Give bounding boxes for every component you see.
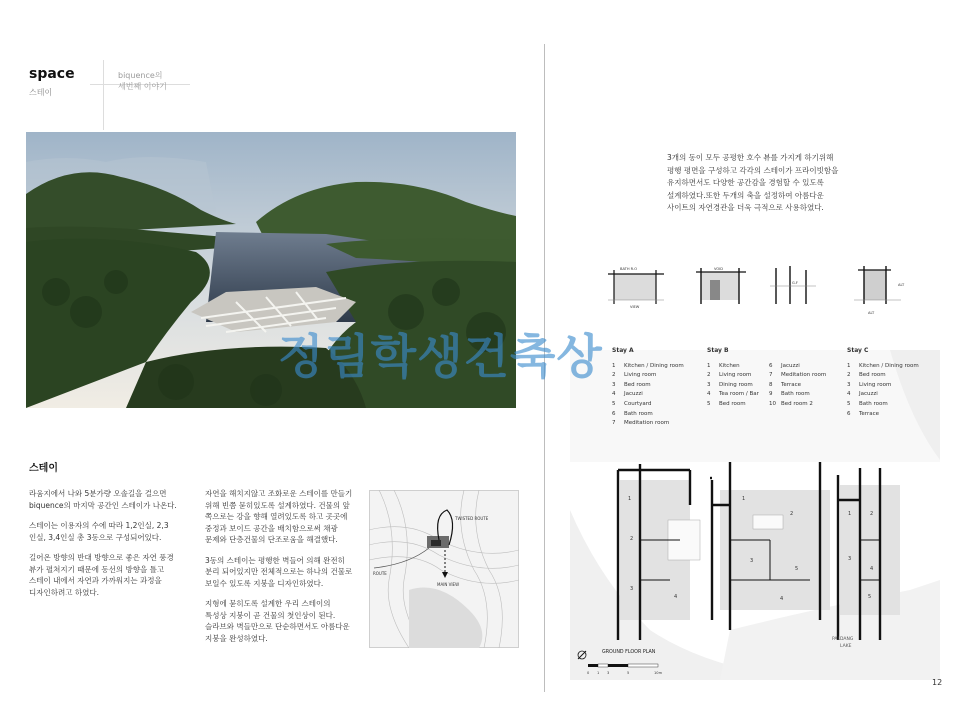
legend-stay-b-item: [769, 390, 826, 400]
legend-stay-c-item-number: 2: [847, 372, 851, 379]
legend-stay-a-item-label: Courtyard: [624, 400, 652, 407]
legend-stay-c-item-number: 1: [847, 362, 851, 369]
legend-stay-b-item-label: Terrace: [781, 381, 802, 388]
section-a-label-1: BATH R.O: [620, 267, 638, 271]
svg-text:5: 5: [795, 566, 799, 572]
scale-label-0: 0: [587, 671, 590, 675]
legend-stay-a-item-number: 1: [612, 362, 616, 369]
svg-text:1: 1: [628, 496, 632, 502]
col2-paragraph-3: 지형에 묻히도록 설계한 우리 스테이의 특성상 지붕이 곧 건물의 첫인상이 된다. 슬라브와 벽들만으로 단순하면서도 아름다운 지붕을 완성하였다.: [205, 599, 350, 643]
section-title-stay: 스테이: [29, 463, 58, 474]
svg-text:4: 4: [780, 596, 784, 602]
legend-stay-b-item-number: 4: [707, 391, 711, 398]
legend-stay-c-item-number: 5: [847, 400, 851, 407]
legend-stay-c-item-label: Bed room: [859, 372, 886, 379]
legend-stay-a-item-label: Meditation room: [624, 420, 670, 427]
legend-stay-c: [847, 346, 919, 419]
legend-stay-b-item: [769, 400, 826, 410]
legend-stay-b-item: [707, 400, 769, 410]
scale-label-10: 10m: [654, 671, 663, 675]
header-caption-line2: 세번째 이야기: [118, 82, 167, 91]
legend-stay-b-item: [707, 381, 769, 391]
plan-title: GROUND FLOOR PLAN: [602, 650, 656, 655]
legend-stay-c-item: [847, 390, 919, 400]
header-title: space: [29, 66, 75, 82]
legend-stay-a-item-number: 6: [612, 410, 616, 417]
legend-stay-b-item-number: 7: [769, 372, 773, 379]
right-intro-paragraph: 3개의 동이 모두 공평한 호수 뷰를 가지게 하기위해 평행 평면을 구성하고 각각의 스테이가 프라이빗함을 유지하면서도 다양한 공간감을 경험할 수 있도록 설계하였다.또한 두개의 축을 설정하여 아름다운 사이트의 자연경관을 더욱 극적으로 사용하였다.: [667, 153, 839, 212]
legend-stay-b-item-number: 5: [707, 400, 711, 407]
legend-stay-c-item: [847, 362, 919, 372]
legend-stay-c-item-label: Living room: [859, 381, 892, 388]
legend-stay-a-item-label: Living room: [624, 372, 657, 379]
scale-label-3: 3: [607, 671, 610, 675]
section-d-label-1: ALT: [898, 283, 905, 287]
svg-text:1: 1: [742, 496, 746, 502]
header-caption: [118, 70, 238, 92]
legend-stay-b-item-label: Bath room: [781, 391, 810, 398]
section-d-label-2: ALT: [868, 311, 875, 315]
legend-stay-b-item: [707, 362, 769, 372]
legend-stay-a-item: [612, 419, 684, 429]
legend-stay-c-item-label: Kitchen / Dining room: [859, 362, 919, 369]
legend-stay-b-item-label: Jacuzzi: [781, 362, 800, 369]
section-c-label: G.F: [792, 281, 798, 285]
site-route-diagram: [369, 490, 519, 648]
svg-text:4: 4: [870, 566, 874, 572]
section-diagram-c: [770, 266, 816, 304]
header-caption-line1: biquence의: [118, 71, 163, 80]
svg-text:5: 5: [868, 594, 872, 600]
legend-stay-b-item: [769, 362, 826, 372]
section-diagram-b: [696, 267, 746, 304]
section-diagram-d: [854, 266, 905, 315]
col2-paragraph-2: 3동의 스테이는 평행한 벽들어 의해 완전히 분리 되어있지만 전체적으로는 하나의 건물로 보일수 있도록 지붕을 디자인하였다.: [205, 555, 353, 588]
twisted-route-label: TWISTED ROUTE: [455, 516, 489, 521]
text-column-2: [205, 488, 367, 653]
header-rule-vertical: [103, 60, 104, 130]
legend-stay-a-item: [612, 381, 684, 391]
legend-stay-a-item-label: Bath room: [624, 410, 653, 417]
col1-paragraph-1: 라움지에서 나와 5분가량 오솔길을 걸으면 biquence의 마지막 공간인 스테이가 나온다.: [29, 489, 177, 510]
legend-stay-c-item: [847, 371, 919, 381]
legend-stay-c-item-number: 4: [847, 391, 851, 398]
legend-stay-a-item: [612, 362, 684, 372]
scale-label-5: 5: [627, 671, 630, 675]
legend-stay-c-item: [847, 410, 919, 420]
legend-stay-b-item-number: 10: [769, 400, 776, 407]
legend-stay-b-item-label: Bed room 2: [781, 400, 813, 407]
legend-stay-b-item-number: 6: [769, 362, 773, 369]
section-diagrams: [606, 262, 918, 318]
svg-text:3: 3: [630, 586, 634, 592]
legend-stay-a-item-label: Jacuzzi: [624, 391, 643, 398]
legend-stay-b-item-number: 3: [707, 381, 711, 388]
legend-stay-c-item: [847, 381, 919, 391]
legend-stay-a-title: Stay A: [612, 347, 634, 354]
text-column-1: [29, 488, 189, 607]
main-view-label: MAIN VIEW: [437, 582, 460, 587]
legend-stay-c-item-label: Jacuzzi: [859, 391, 878, 398]
page-number: 12: [932, 678, 943, 687]
legend-stay-a-item: [612, 400, 684, 410]
svg-text:3: 3: [750, 558, 754, 564]
legend-stay-a-item-number: 3: [612, 381, 616, 388]
legend-stay-b-item: [707, 390, 769, 400]
legend-stay-b-item-label: Meditation room: [781, 372, 827, 379]
scale-label-1: 1: [597, 671, 600, 675]
legend-stay-c-item-number: 3: [847, 381, 851, 388]
legend-stay-a-item-number: 7: [612, 420, 616, 427]
legend-stay-b: [707, 346, 826, 410]
lake-label-2: LAKE: [840, 644, 852, 649]
lake-label-1: PALDANG: [832, 637, 854, 642]
legend-stay-a-item-number: 4: [612, 391, 616, 398]
col1-paragraph-2: 스테이는 이용자의 수에 따라 1,2인실, 2,3 인실, 3,4인실 총 3동으로 구성되어있다.: [29, 521, 169, 542]
legend-stay-a-item-number: 2: [612, 372, 616, 379]
legend-stay-b-item-label: Bed room: [719, 400, 746, 407]
legend-stay-c-title: Stay C: [847, 347, 869, 354]
svg-text:3: 3: [848, 556, 852, 562]
legend-stay-a-item: [612, 371, 684, 381]
legend-stay-a-item: [612, 410, 684, 420]
legend-stay-b-item-label: Dining room: [719, 381, 753, 388]
legend-stay-b-item: [769, 381, 826, 391]
legend-stay-b-item-number: 1: [707, 362, 711, 369]
header-subtitle: 스테이: [29, 88, 53, 97]
legend-stay-b-item-label: Kitchen: [719, 362, 740, 369]
col2-paragraph-1: 자연을 해치지않고 조화로운 스테이를 만들기 위해 빈쯤 묻히있도록 설계하였다. 건물의 앞 쪽으로는 강을 향해 열려있도록 하고 곳곳에 중정과 보이드 공간을 배치함으로써 채광 문제와 단층건물의 단조로움을 해결했다.: [205, 489, 353, 544]
legend-stay-b-item-number: 8: [769, 381, 773, 388]
legend-stay-c-item-label: Bath room: [859, 400, 888, 407]
legend-stay-a: [612, 346, 684, 429]
legend-stay-a-item: [612, 390, 684, 400]
col1-paragraph-3: 길어온 방향의 반대 방향으로 좋은 자연 풍경 뷰가 펼쳐지기 때문에 동선의 방향을 틀고 스테이 내에서 자연과 가까워지는 과정을 디자인하려고 하였다.: [29, 553, 174, 597]
watermark-text: 정림학생건축상: [278, 330, 603, 385]
route-label: ROUTE: [373, 571, 387, 576]
legend-stay-b-item: [707, 371, 769, 381]
legend-stay-c-item: [847, 400, 919, 410]
svg-text:2: 2: [630, 536, 634, 542]
legend-stay-b-item-number: 9: [769, 391, 773, 398]
legend-stay-b-item-label: Tea room / Bar: [719, 391, 759, 398]
legend-stay-b-item-number: 2: [707, 372, 711, 379]
legend-stay-a-item-label: Kitchen / Dining room: [624, 362, 684, 369]
legend-stay-b-title: Stay B: [707, 347, 729, 354]
legend-stay-b-item: [769, 371, 826, 381]
svg-text:4: 4: [674, 594, 678, 600]
legend-stay-c-item-label: Terrace: [859, 410, 880, 417]
section-b-label: VOID: [714, 267, 724, 271]
svg-text:2: 2: [870, 511, 874, 517]
legend-stay-a-item-number: 5: [612, 400, 616, 407]
legend-stay-b-item-label: Living room: [719, 372, 752, 379]
legend-stay-a-item-label: Bed room: [624, 381, 651, 388]
section-diagram-a: [608, 267, 664, 309]
svg-text:2: 2: [790, 511, 794, 517]
svg-text:1: 1: [848, 511, 852, 517]
section-a-label-2: VIEW: [630, 305, 640, 309]
legend-stay-c-item-number: 6: [847, 410, 851, 417]
